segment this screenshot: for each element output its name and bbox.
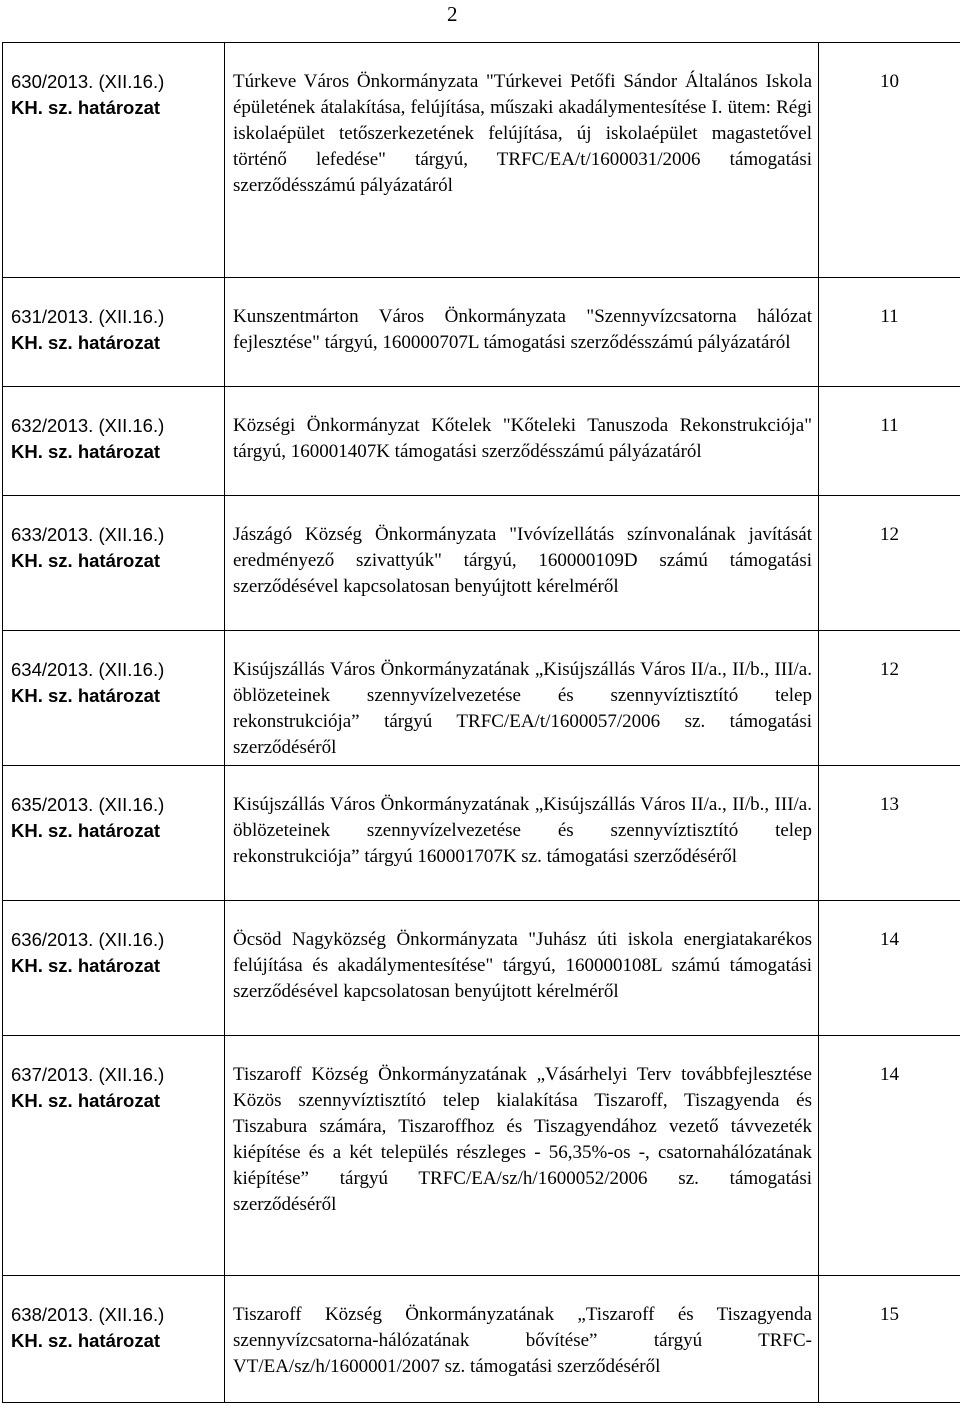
resolution-type: KH. sz. határozat [11, 955, 161, 976]
resolution-description: Túrkeve Város Önkormányzata "Túrkevei Petőfi Sándor Általános Iskola épületének átalakítása, felújítása, műszaki akadálymentesítése I. ütem: Régi iskolaépület tetőszerkezetének felújítása, új iskolaépület magastetővel történő lefedése" tárgyú, TRFC/EA/t/1600031/2006 támogatási szerződésszámú pályázatáról [225, 43, 819, 278]
resolution-id-cell [3, 43, 225, 278]
resolution-description: Községi Önkormányzat Kőtelek "Kőteleki Tanuszoda Rekonstrukciója" tárgyú, 160001407K támogatási szerződésszámú pályázatáról [225, 387, 819, 496]
resolution-description: Kunszentmárton Város Önkormányzata "Szennyvízcsatorna hálózat fejlesztése" tárgyú, 160000707L támogatási szerződésszámú pályázatáról [225, 278, 819, 387]
resolution-id-cell [3, 901, 225, 1036]
resolution-id-cell [3, 496, 225, 631]
resolution-number: 638/2013. (XII.16.) [11, 1304, 165, 1325]
table-row [3, 43, 960, 278]
page-reference: 12 [819, 631, 960, 766]
page-reference: 14 [819, 1036, 960, 1276]
resolution-type: KH. sz. határozat [11, 97, 161, 118]
table-row [3, 766, 960, 901]
resolution-id-cell [3, 766, 225, 901]
resolution-type: KH. sz. határozat [11, 550, 161, 571]
table-row [3, 387, 960, 496]
resolution-number: 637/2013. (XII.16.) [11, 1064, 165, 1085]
resolution-description: Kisújszállás Város Önkormányzatának „Kisújszállás Város II/a., II/b., III/a. öblözeteinek szennyvízelvezetése és szennyvíztisztító telep rekonstrukciója” tárgyú 160001707K sz. támogatási szerződéséről [225, 766, 819, 901]
resolution-type: KH. sz. határozat [11, 332, 161, 353]
page-reference: 14 [819, 901, 960, 1036]
table-row [3, 1036, 960, 1276]
page-reference: 13 [819, 766, 960, 901]
resolution-number: 632/2013. (XII.16.) [11, 415, 165, 436]
page-number: 2 [447, 2, 458, 26]
resolution-description: Öcsöd Nagyközség Önkormányzata "Juhász úti iskola energiatakarékos felújítása és akadálymentesítése" tárgyú, 160000108L számú támogatási szerződésével kapcsolatosan benyújtott kérelméről [225, 901, 819, 1036]
table-row [3, 496, 960, 631]
resolution-description: Kisújszállás Város Önkormányzatának „Kisújszállás Város II/a., II/b., III/a. öblözeteinek szennyvízelvezetése és szennyvíztisztító telep rekonstrukciója” tárgyú TRFC/EA/t/1600057/2006 sz. támogatási szerződéséről [225, 631, 819, 766]
resolution-id-cell [3, 631, 225, 766]
resolution-number: 636/2013. (XII.16.) [11, 929, 165, 950]
table-row [3, 278, 960, 387]
resolution-type: KH. sz. határozat [11, 685, 161, 706]
page-reference: 11 [819, 278, 960, 387]
resolution-number: 630/2013. (XII.16.) [11, 71, 165, 92]
resolution-type: KH. sz. határozat [11, 820, 161, 841]
resolutions-table [2, 42, 960, 1403]
resolution-number: 635/2013. (XII.16.) [11, 794, 165, 815]
table-row [3, 901, 960, 1036]
resolution-type: KH. sz. határozat [11, 1330, 161, 1351]
resolution-number: 634/2013. (XII.16.) [11, 659, 165, 680]
page-reference: 11 [819, 387, 960, 496]
resolution-id-cell [3, 1036, 225, 1276]
resolution-description: Tiszaroff Község Önkormányzatának „Tiszaroff és Tiszagyenda szennyvízcsatorna-hálózatának bővítése” tárgyú TRFC-VT/EA/sz/h/1600001/2007 sz. támogatási szerződéséről [225, 1276, 819, 1403]
resolution-id-cell [3, 387, 225, 496]
page-reference: 15 [819, 1276, 960, 1403]
page-reference: 10 [819, 43, 960, 278]
resolution-number: 631/2013. (XII.16.) [11, 306, 165, 327]
resolution-id-cell [3, 1276, 225, 1403]
resolution-description: Tiszaroff Község Önkormányzatának „Vásárhelyi Terv továbbfejlesztése Közös szennyvíztisztító telep kialakítása Tiszaroff, Tiszagyenda és Tiszabura számára, Tiszaroffhoz és Tiszagyendához vezető távvezeték kiépítése és a két település részleges - 56,35%-os -, csatornahálózatának kiépítése” tárgyú TRFC/EA/sz/h/1600052/2006 sz. támogatási szerződéséről [225, 1036, 819, 1276]
resolution-number: 633/2013. (XII.16.) [11, 524, 165, 545]
resolution-type: KH. sz. határozat [11, 441, 161, 462]
resolution-description: Jászágó Község Önkormányzata "Ivóvízellátás színvonalának javítását eredményező szivattyúk" tárgyú, 160000109D számú támogatási szerződésével kapcsolatosan benyújtott kérelméről [225, 496, 819, 631]
page-reference: 12 [819, 496, 960, 631]
resolution-type: KH. sz. határozat [11, 1090, 161, 1111]
resolution-id-cell [3, 278, 225, 387]
table-row [3, 631, 960, 766]
table-row [3, 1276, 960, 1403]
